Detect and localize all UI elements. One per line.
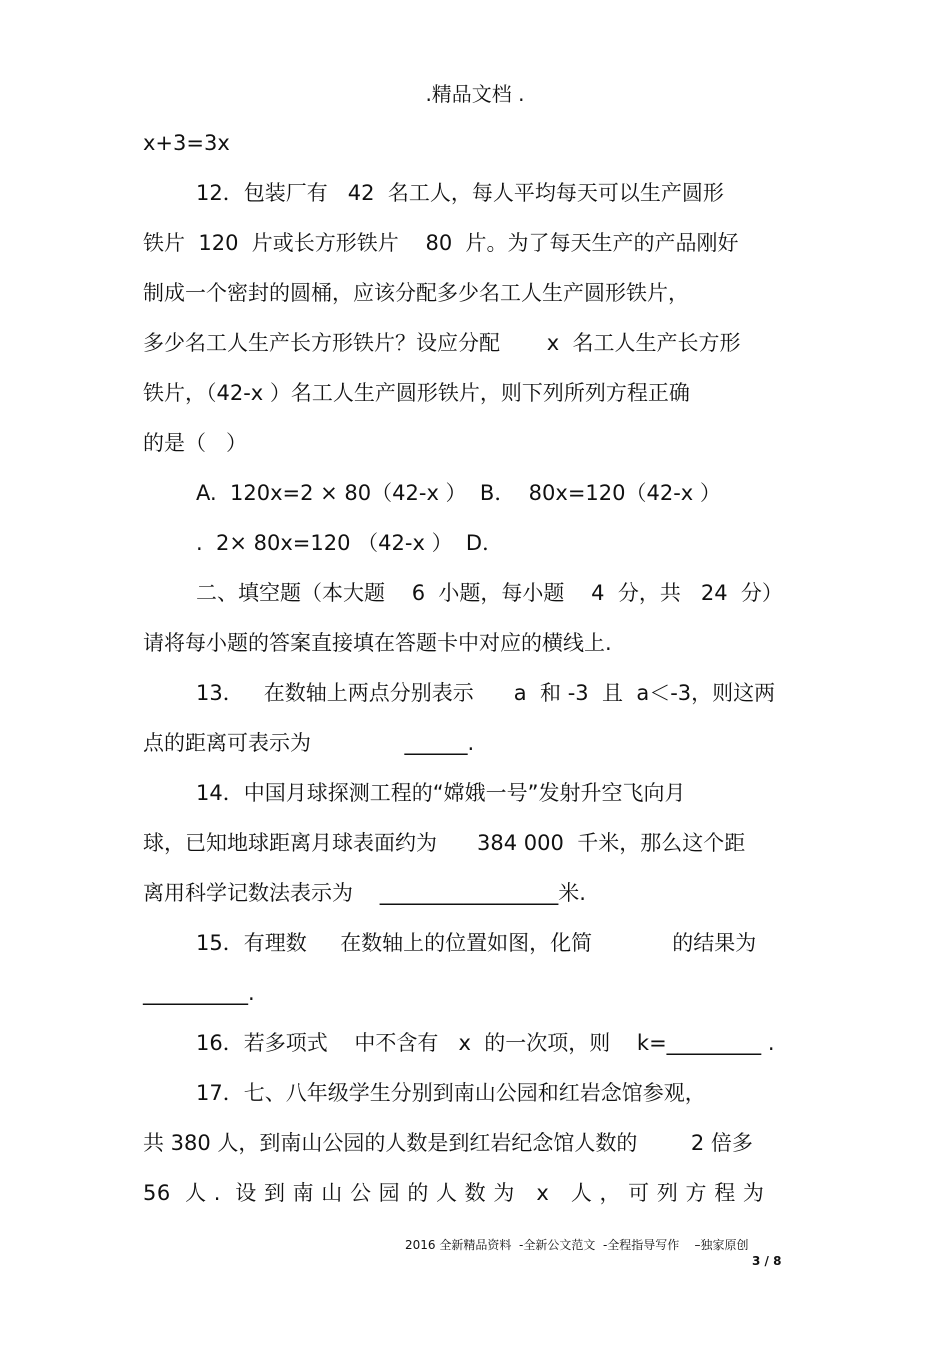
page-header: .精品文档 . — [425, 82, 525, 106]
question-15-line-1: 15．有理数 在数轴上的位置如图，化简 的结果为 — [196, 931, 757, 955]
question-12-line-2: 铁片 120 片或长方形铁片 80 片。为了每天生产的产品刚好 — [143, 231, 739, 255]
question-12-line-6: 的是（ ） — [143, 431, 248, 455]
question-14-line-1: 14．中国月球探测工程的“嫦娥一号”发射升空飞向月 — [196, 781, 686, 805]
question-12-line-1: 12．包装厂有 42 名工人，每人平均每天可以生产圆形 — [196, 181, 724, 205]
question-12-line-4: 多少名工人生产长方形铁片？设应分配 x 名工人生产长方形 — [143, 331, 741, 355]
text-line: x+3=3x — [143, 131, 230, 155]
question-13-line-2: 点的距离可表示为 ______. — [143, 731, 475, 755]
question-14-line-2: 球，已知地球距离月球表面约为 384 000 千米，那么这个距 — [143, 831, 746, 855]
section-2-title: 二、填空题（本大题 6 小题，每小题 4 分，共 24 分） — [196, 581, 783, 605]
section-2-instruction: 请将每小题的答案直接填在答题卡中对应的横线上. — [143, 631, 612, 655]
question-14-line-3: 离用科学记数法表示为 _________________米. — [143, 881, 586, 905]
question-16-line: 16．若多项式 中不含有 x 的一次项，则 k=_________ . — [196, 1031, 775, 1055]
question-17-line-2: 共 380 人，到南山公园的人数是到红岩纪念馆人数的 2 倍多 — [143, 1131, 753, 1155]
question-17-line-3: 56 人 . 设 到 南 山 公 园 的 人 数 为 x 人 ， 可 列 方 程 为 — [143, 1181, 765, 1205]
question-17-line-1: 17．七、八年级学生分别到南山公园和红岩念馆参观， — [196, 1081, 706, 1105]
question-13-line-1: 13． 在数轴上两点分别表示 a 和 -3 且 a＜-3，则这两 — [196, 681, 776, 705]
question-12-options-1: A. 120x=2 × 80（42-x ） B． 80x=120（42-x ） — [196, 481, 721, 505]
question-12-line-5: 铁片，（42-x ）名工人生产圆形铁片，则下列所列方程正确 — [143, 381, 690, 405]
page-number: 3 / 8 — [752, 1254, 782, 1268]
footer-text: 2016 全新精品资料 -全新公文范文 -全程指导写作 –独家原创 — [405, 1238, 749, 1252]
question-15-line-2: __________. — [143, 981, 255, 1005]
question-12-line-3: 制成一个密封的圆桶，应该分配多少名工人生产圆形铁片， — [143, 281, 689, 305]
question-12-options-2: . 2× 80x=120 （42-x ） D． — [196, 531, 504, 555]
